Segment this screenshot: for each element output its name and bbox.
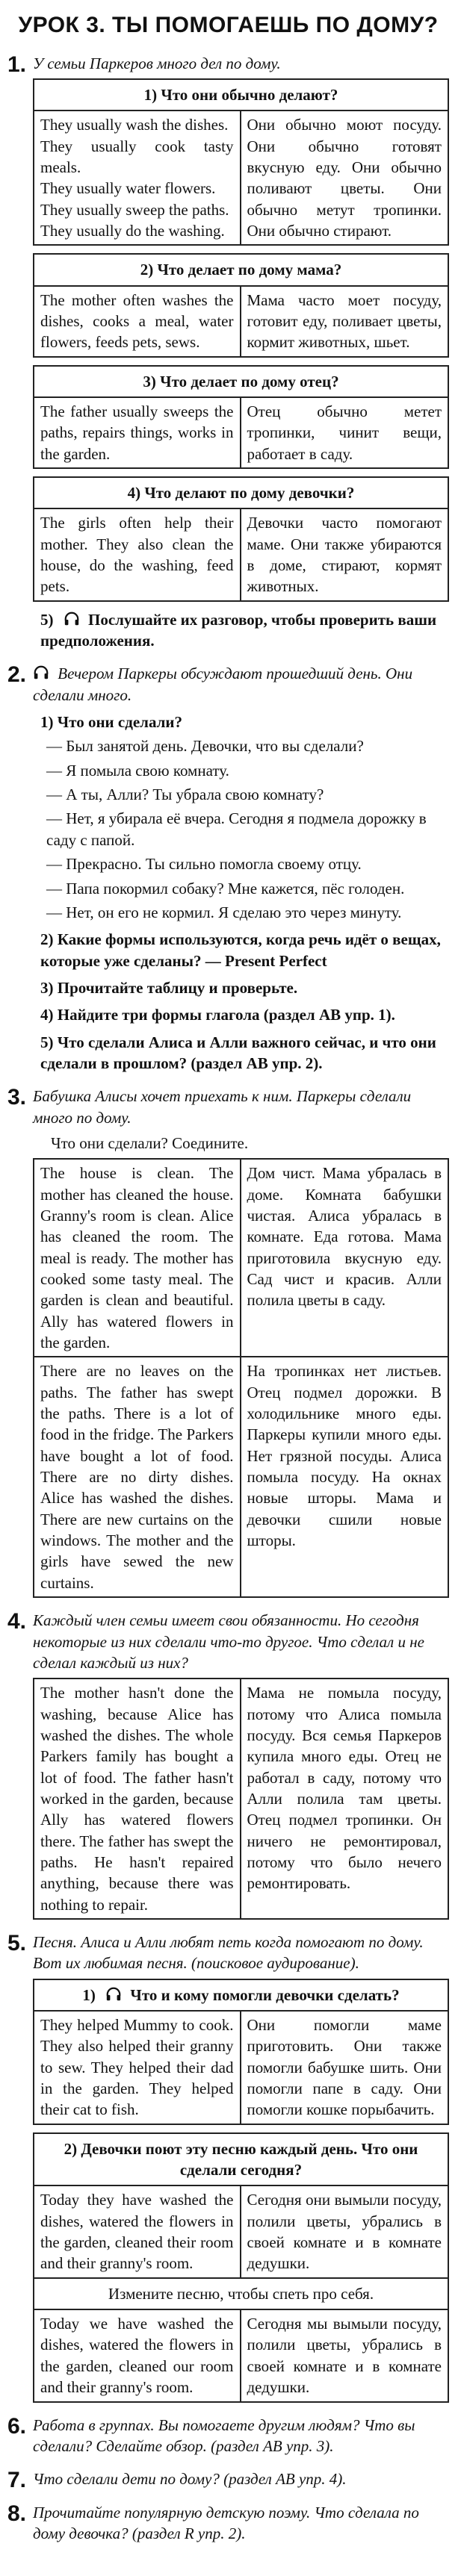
question-number: 1) — [82, 1985, 96, 2004]
english-answer: Today they have washed the dishes, watered the flowers in the garden, cleaned their room and their granny's room. — [34, 2186, 241, 2277]
russian-answer: Сегодня они вымыли посуду, полили цветы, убрались в своей комнате и в комнате дедушки. — [247, 2191, 442, 2273]
exercise-number: 2. — [7, 662, 27, 688]
exercise-instruction: Песня. Алиса и Алли любят петь когда помогают по дому. Вот их любимая песня. (поисковое аудирование). — [33, 1932, 424, 1973]
exercise-number: 5. — [7, 1930, 27, 1956]
exercise-instruction: Прочитайте популярную детскую поэму. Что сделала по дому девочка? (раздел R упр. 2). — [33, 2503, 419, 2542]
dialog-line: — Нет, я убирала её вчера. Сегодня я подмела дорожку в саду с папой. — [46, 809, 427, 849]
table-row — [34, 1160, 448, 1356]
answer-box — [33, 1678, 449, 1920]
english-answer: The mother often washes the dishes, cooks a meal, water flowers, feeds pets, sews. — [34, 287, 241, 356]
answer-box-q2 — [33, 2132, 449, 2403]
exercise-number: 4. — [7, 1609, 27, 1634]
instruction-text: Вечером Паркеры обсуждают прошедший день. Они сделали много. — [33, 665, 413, 704]
dialog-line: — Был занятой день. Девочки, что вы сделали? — [46, 737, 364, 756]
russian-answer: Мама часто моет посуду, готовит еду, поливает цветы, кормит животных, шьет. — [247, 290, 442, 352]
question-heading: 1) Что они обычно делают? — [34, 80, 448, 111]
sub-instruction: Что они сделали? Соедините. — [51, 1133, 249, 1152]
exercise-3 — [7, 1086, 449, 1598]
answer-box-q4 — [33, 476, 449, 602]
exercise-number: 8. — [7, 2501, 27, 2526]
exercise-8 — [7, 2502, 449, 2545]
russian-answer: Дом чист. Мама убралась в доме. Комната бабушки чистая. Алиса убралась в комнате. Еда готова. Мама приготовила вкусную еду. Сад чист и красив. Алли полила цветы в саду. — [247, 1164, 442, 1310]
question-heading: 4) Что делают по дому девочки? — [34, 478, 448, 509]
question-heading: 5) Что сделали Алиса и Алли важного сейчас, и что они сделали в прошлом? (раздел AB упр. 2). — [40, 1033, 436, 1072]
russian-answer: Они обычно моют посуду. Они обычно готовят вкусную еду. Они обычно поливают цветы. Они обычно метут тропинки. Они обычно стирают. — [247, 116, 442, 240]
exercise-2 — [7, 663, 449, 1074]
matching-table — [33, 1158, 449, 1598]
exercise-instruction: Каждый член семьи имеет свои обязанности. Но сегодня некоторые из них сделали что-то другое. Что сделал и не сделал каждый из них? — [33, 1611, 424, 1672]
russian-answer: Мама не помыла посуду, потому что Алиса помыла посуду. Вся семья Паркеров купила много еды. Отец не работал в саду, потому что Алли полила там цветы. Отец подмел тропинки. Он ничего не ремонтировал, потому что было нечего ремонтировать. — [247, 1684, 442, 1893]
exercise-5 — [7, 1932, 449, 2403]
question-heading: 2) Какие формы используются, когда речь идёт о вещах, которые уже сделаны? — Present Perfect — [40, 930, 441, 970]
english-line: They usually wash the dishes. — [40, 116, 229, 134]
dialog-line: — Нет, он его не кормил. Я сделаю это через минуту. — [46, 903, 402, 921]
headphones-icon — [64, 611, 80, 627]
exercise-number: 7. — [7, 2468, 27, 2493]
english-answer: There are no leaves on the paths. The father has swept the paths. There is a lot of food in the fridge. The Parkers have bought a lot of food. There are no dirty dishes. Alice has washed the dishes. There are new curtains on the windows. The mother and the girls have sewed the new curtains. — [34, 1357, 241, 1596]
dialog-line: — Я помыла свою комнату. — [46, 761, 229, 780]
page-title: УРОК 3. ТЫ ПОМОГАЕШЬ ПО ДОМУ? — [18, 13, 439, 37]
english-answer: Today we have washed the dishes, watered the flowers in the garden, cleaned our room and their granny's room. — [34, 2310, 241, 2401]
exercise-instruction: Работа в группах. Вы помогаете другим людям? Что вы сделали? Сделайте обзор. (раздел AB упр. 3). — [33, 2415, 415, 2455]
question-5 — [40, 609, 449, 652]
russian-answer: Они помогли маме приготовить. Они также помогли бабушке шить. Они помогли папе в саду. Они помогли кошке порыбачить. — [247, 2016, 442, 2119]
russian-answer: Девочки часто помогают маме. Они также убираются в доме, стирают, кормят животных. — [247, 514, 442, 596]
question-heading: 2) Что делает по дому мама? — [34, 255, 448, 286]
english-answer: The girls often help their mother. They also clean the house, do the washing, feed pets. — [34, 509, 241, 600]
question-number: 5) — [40, 610, 54, 629]
english-answer: The mother hasn't done the washing, because Alice has washed the dishes. The whole Parkers family has bought a lot of food. The father hasn't worked in the garden, because Ally has watered flowers there. The father has swept the paths. He hasn't repaired anything, because there was nothing to repair. — [34, 1679, 241, 1918]
exercise-1 — [7, 53, 449, 652]
headphones-icon — [33, 665, 49, 681]
change-instruction: Измените песню, чтобы спеть про себя. — [34, 2277, 448, 2309]
english-line: They usually water flowers. — [40, 179, 216, 198]
exercise-number: 1. — [7, 52, 27, 77]
table-row — [34, 1356, 448, 1596]
exercise-4 — [7, 1610, 449, 1920]
question-heading: 2) Девочки поют эту песню каждый день. Что они сделали сегодня? — [34, 2134, 448, 2187]
dialog-line: — Папа покормил собаку? Мне кажется, пёс голоден. — [46, 879, 405, 897]
exercise-6 — [7, 2415, 449, 2457]
question-text: Что и кому помогли девочки сделать? — [130, 1985, 400, 2004]
english-answer — [34, 111, 241, 244]
dialog-line: — А ты, Алли? Ты убрала свою комнату? — [46, 785, 324, 804]
exercise-number: 6. — [7, 2413, 27, 2439]
exercise-instruction: Что сделали дети по дому? (раздел AB упр. 4). — [33, 2470, 347, 2489]
russian-answer: На тропинках нет листьев. Отец подмел дорожки. В холодильнике много еды. Паркеры купили много еды. Нет грязной посуды. Алиса помыла посуду. На окнах новые шторы. Мама и девочки сшили новые шторы. — [247, 1362, 442, 1550]
exercise-instruction — [33, 663, 449, 706]
answer-box-q2 — [33, 253, 449, 357]
exercise-7 — [7, 2468, 449, 2493]
russian-answer: Сегодня мы вымыли посуду, полили цветы, убрались в своей комнате и в комнате дедушки. — [247, 2315, 442, 2397]
english-line: They usually do the washing. — [40, 221, 225, 240]
english-line: They usually sweep the paths. — [40, 200, 229, 219]
question-heading: 3) Прочитайте таблицу и проверьте. — [40, 978, 298, 997]
english-answer: The house is clean. The mother has cleaned the house. Granny's room is clean. Alice has cleaned the room. The meal is ready. The mother has cooked some tasty meal. The garden is clean and beautiful. Ally has watered flowers in the garden. — [34, 1160, 241, 1356]
english-answer: They helped Mummy to cook. They also helped their granny to sew. They helped their dad in the garden. They helped their cat to fish. — [34, 2012, 241, 2124]
english-line: They usually cook tasty meals. — [40, 137, 234, 176]
question-heading: 1) Что они сделали? — [40, 713, 183, 732]
question-heading — [34, 1980, 448, 2012]
question-text: Послушайте их разговор, чтобы проверить ваши предположения. — [40, 610, 437, 650]
answer-box-q1 — [33, 78, 449, 246]
exercise-number: 3. — [7, 1085, 27, 1110]
russian-answer: Отец обычно метет тропинки, чинит вещи, работает в саду. — [247, 402, 442, 463]
dialog-line: — Прекрасно. Ты сильно помогла своему отцу. — [46, 855, 362, 874]
answer-box-q1 — [33, 1979, 449, 2125]
question-heading: 3) Что делает по дому отец? — [34, 367, 448, 398]
exercise-instruction: У семьи Паркеров много дел по дому. — [33, 54, 281, 72]
answer-box-q3 — [33, 365, 449, 469]
dialog — [46, 735, 449, 923]
headphones-icon — [105, 1986, 122, 2003]
question-heading: 4) Найдите три формы глагола (раздел AB упр. 1). — [40, 1006, 395, 1024]
exercise-instruction: Бабушка Алисы хочет приехать к ним. Паркеры сделали много по дому. — [33, 1087, 412, 1127]
english-answer: The father usually sweeps the paths, repairs things, works in the garden. — [34, 398, 241, 467]
